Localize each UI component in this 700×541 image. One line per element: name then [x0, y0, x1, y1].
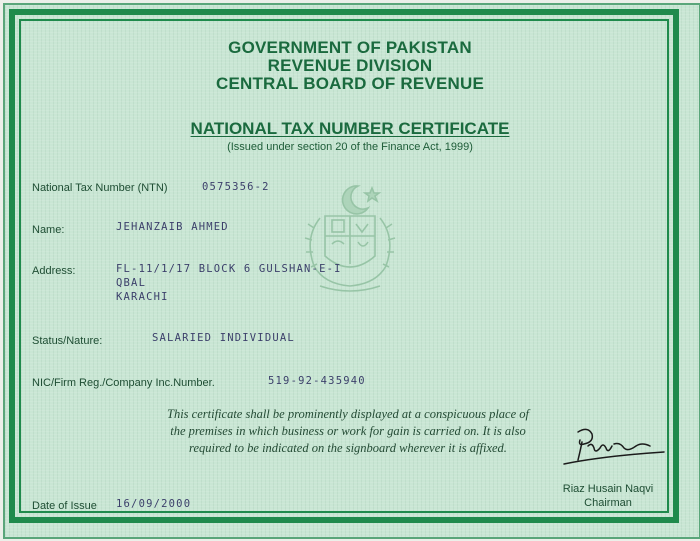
ntn-value: 0575356-2 — [202, 181, 270, 193]
nic-value: 519-92-435940 — [268, 375, 366, 387]
certificate-title-text: NATIONAL TAX NUMBER CERTIFICATE — [190, 119, 510, 138]
date-of-issue-value: 16/09/2000 — [116, 498, 192, 510]
heading-board: CENTRAL BOARD OF REVENUE — [215, 74, 484, 93]
nic-label: NIC/Firm Reg./Company Inc.Number. — [32, 377, 215, 389]
name-value: JEHANZAIB AHMED — [116, 221, 229, 233]
address-line-1: FL-11/1/17 BLOCK 6 GULSHAN-E-I — [116, 263, 342, 275]
notice-line-3: required to be indicated on the signboard wherever it is affixed. — [189, 441, 507, 455]
heading-division: REVENUE DIVISION — [267, 56, 433, 75]
ntn-label: National Tax Number (NTN) — [32, 182, 168, 194]
status-value: SALARIED INDIVIDUAL — [152, 332, 295, 344]
date-of-issue-label: Date of Issue — [32, 500, 97, 512]
heading-government: GOVERNMENT OF PAKISTAN — [228, 38, 472, 57]
status-label: Status/Nature: — [32, 335, 103, 347]
signatory-title: Chairman — [584, 497, 632, 509]
chairman-signature — [560, 420, 670, 475]
address-line-3: KARACHI — [116, 291, 169, 303]
address-line-2: QBAL — [116, 277, 147, 289]
address-label: Address: — [32, 265, 76, 277]
notice-line-2: the premises in which business or work for gain is carried on. It is also — [170, 424, 526, 438]
display-notice — [138, 406, 558, 457]
certificate-title — [0, 119, 700, 139]
signatory-name: Riaz Husain Naqvi — [562, 483, 654, 495]
certificate-subtitle: (Issued under section 20 of the Finance Act, 1999) — [227, 141, 473, 153]
name-label: Name: — [32, 224, 65, 236]
state-emblem-watermark — [280, 168, 420, 308]
notice-line-1: This certificate shall be prominently displayed at a conspicuous place of — [167, 407, 529, 421]
